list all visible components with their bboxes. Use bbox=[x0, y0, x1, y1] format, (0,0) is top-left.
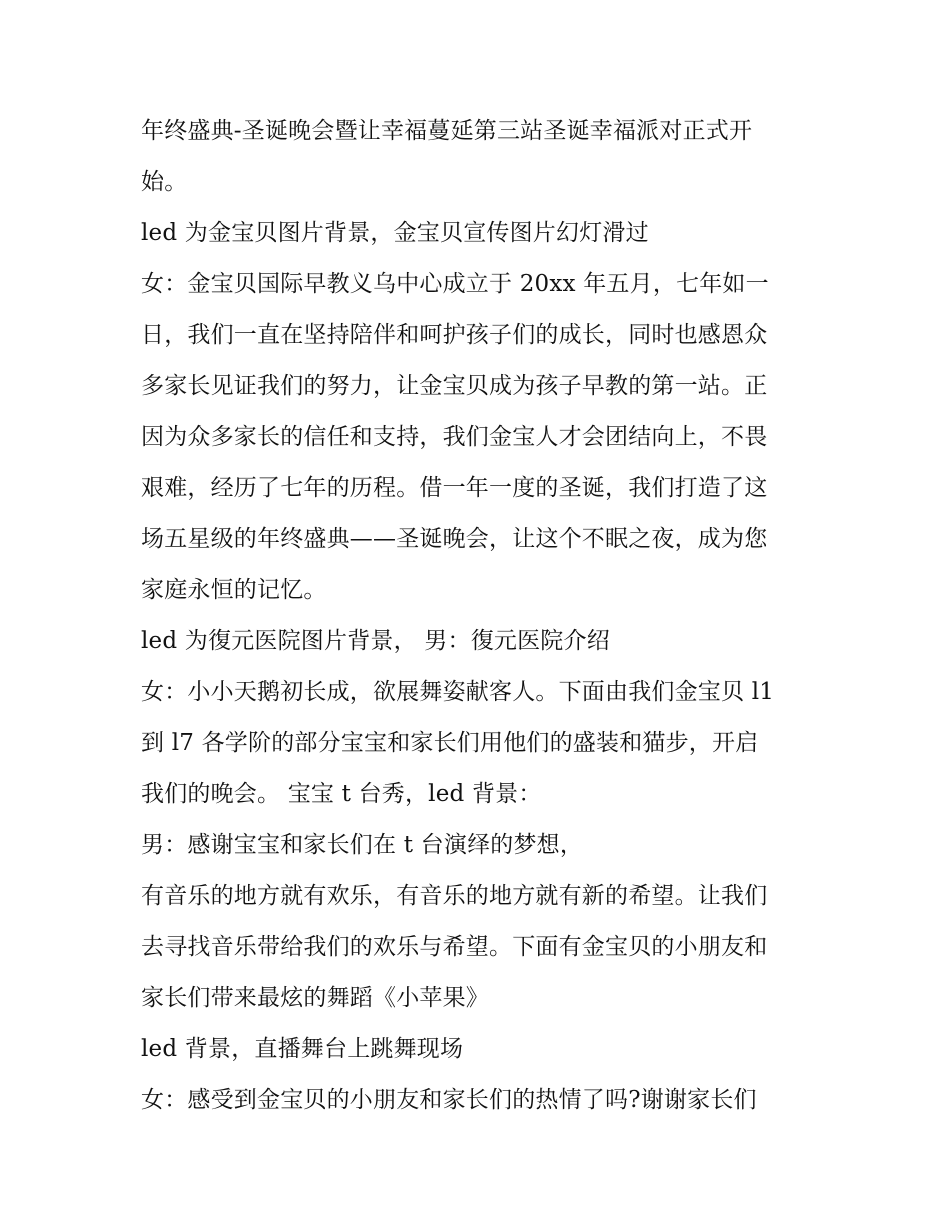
text-line: 女：金宝贝国际早教义乌中心成立于 20xx 年五月，七年如一 bbox=[141, 271, 769, 297]
text-line: 多家长见证我们的努力，让金宝贝成为孩子早教的第一站。正 bbox=[141, 373, 768, 399]
text-line: 女：感受到金宝贝的小朋友和家长们的热情了吗?谢谢家长们 bbox=[141, 1087, 757, 1113]
text-line: 始。 bbox=[141, 169, 188, 195]
text-line: 家庭永恒的记忆。 bbox=[141, 577, 327, 603]
text-line: 艰难，经历了七年的历程。借一年一度的圣诞，我们打造了这 bbox=[141, 475, 768, 501]
text-line: 年终盛典-圣诞晚会暨让幸福蔓延第三站圣诞幸福派对正式开 bbox=[141, 118, 753, 144]
text-line: 去寻找音乐带给我们的欢乐与希望。下面有金宝贝的小朋友和 bbox=[141, 934, 768, 960]
text-line: led 为復元医院图片背景， 男：復元医院介绍 bbox=[141, 628, 610, 654]
text-line: led 背景，直播舞台上跳舞现场 bbox=[141, 1036, 464, 1062]
text-line: 男：感谢宝宝和家长们在 t 台演绎的梦想， bbox=[141, 832, 584, 858]
text-line: 日，我们一直在坚持陪伴和呵护孩子们的成长，同时也感恩众 bbox=[141, 322, 768, 348]
text-line: 家长们带来最炫的舞蹈《小苹果》 bbox=[141, 985, 489, 1011]
text-line: 我们的晚会。 宝宝 t 台秀，led 背景： bbox=[141, 781, 542, 807]
text-line: 到 l7 各学阶的部分宝宝和家长们用他们的盛装和猫步，开启 bbox=[141, 730, 759, 756]
text-line: led 为金宝贝图片背景，金宝贝宣传图片幻灯滑过 bbox=[141, 220, 649, 246]
document-body bbox=[141, 106, 821, 1126]
text-line: 有音乐的地方就有欢乐，有音乐的地方就有新的希望。让我们 bbox=[141, 883, 768, 909]
text-line: 场五星级的年终盛典——圣诞晚会，让这个不眠之夜，成为您 bbox=[141, 526, 768, 552]
text-line: 女：小小天鹅初长成，欲展舞姿献客人。下面由我们金宝贝 l1 bbox=[141, 679, 775, 705]
text-line: 因为众多家长的信任和支持，我们金宝人才会团结向上，不畏 bbox=[141, 424, 768, 450]
